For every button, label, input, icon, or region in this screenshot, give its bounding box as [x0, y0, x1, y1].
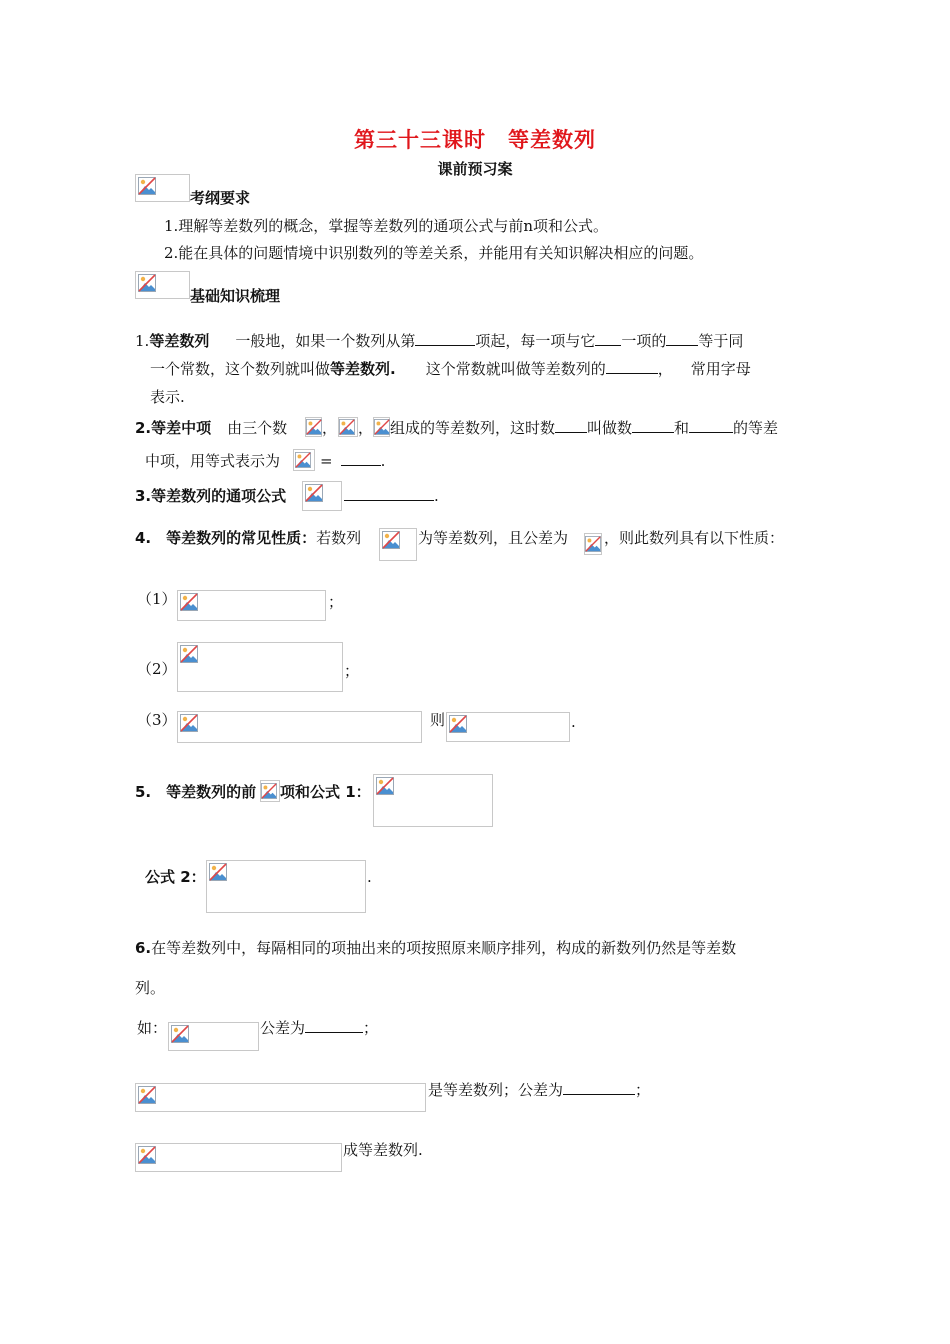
formula-image — [302, 481, 342, 511]
p6-line-2: 列。 — [135, 979, 166, 997]
syllabus-item-2: 2.能在具体的问题情境中识别数列的等差关系，并能用有关知识解决相应的问题。 — [164, 244, 704, 262]
broken-image-icon — [135, 174, 190, 202]
p2-line-2: 中项，用等式表示为 — [145, 452, 281, 470]
page-title: 第三十三课时 等差数列 — [354, 128, 596, 152]
broken-image-icon — [135, 271, 190, 299]
blank — [689, 418, 733, 433]
p6-line-1: 6.在等差数列中，每隔相同的项抽出来的项按照原来顺序排列，构成的新数列仍然是等差数 — [135, 939, 737, 957]
blank — [632, 418, 674, 433]
formula-image — [177, 642, 343, 692]
page-subtitle: 课前预习案 — [437, 160, 513, 178]
term-general-formula: 3.等差数列的通项公式 — [135, 487, 287, 505]
blank — [344, 486, 434, 501]
p2-line-1b: 组成的等差数列，这时数 叫做数 和 的等差 — [390, 419, 779, 437]
blank — [341, 451, 381, 466]
property-2-label: （2） — [137, 660, 177, 678]
blank — [606, 359, 658, 374]
formula-image — [206, 860, 366, 913]
blank — [666, 331, 698, 346]
term-sum-formula-b: 项和公式 1： — [280, 783, 371, 801]
formula-image — [305, 417, 322, 437]
formula-image — [373, 774, 493, 827]
p2-line-1: 2.等差中项 由三个数 — [135, 419, 288, 437]
blank — [555, 418, 587, 433]
p1-line-3: 表示. — [150, 388, 185, 406]
example-label: 如： — [137, 1019, 168, 1037]
property-3-label: （3） — [137, 711, 177, 729]
blank — [595, 331, 621, 346]
formula-2-label: 公式 2： — [145, 868, 206, 886]
formula-image — [135, 1143, 342, 1172]
formula-image — [446, 712, 570, 742]
formula-image — [177, 590, 326, 621]
section-heading-syllabus: 考纲要求 — [190, 189, 251, 207]
blank — [563, 1080, 635, 1095]
term-arithmetic-mean: 2.等差中项 — [135, 419, 212, 437]
formula-image — [168, 1022, 259, 1051]
formula-image — [338, 417, 358, 437]
formula-image — [373, 417, 390, 437]
p4-line-1: 4. 等差数列的常见性质：若数列 — [135, 529, 362, 547]
formula-image — [177, 711, 422, 743]
term-arithmetic-sequence: 等差数列 — [149, 332, 210, 350]
blank — [415, 331, 475, 346]
p1-line-1: 1.等差数列 一般地，如果一个数列从第 项起，每一项与它 一项的 等于同 — [135, 332, 744, 350]
formula-image — [293, 449, 315, 471]
section-heading-basics: 基础知识梳理 — [190, 287, 281, 305]
blank — [305, 1018, 363, 1033]
term-sum-formula-a: 5. 等差数列的前 — [135, 783, 257, 801]
formula-image — [584, 533, 602, 555]
syllabus-item-1: 1.理解等差数列的概念，掌握等差数列的通项公式与前n项和公式。 — [164, 217, 608, 235]
formula-image — [135, 1083, 426, 1112]
p1-line-2: 一个常数，这个数列就叫做等差数列. 这个常数就叫做等差数列的 ， 常用字母 — [150, 360, 751, 378]
property-1-label: （1） — [137, 590, 177, 608]
formula-image — [260, 780, 280, 802]
formula-image — [379, 528, 417, 561]
